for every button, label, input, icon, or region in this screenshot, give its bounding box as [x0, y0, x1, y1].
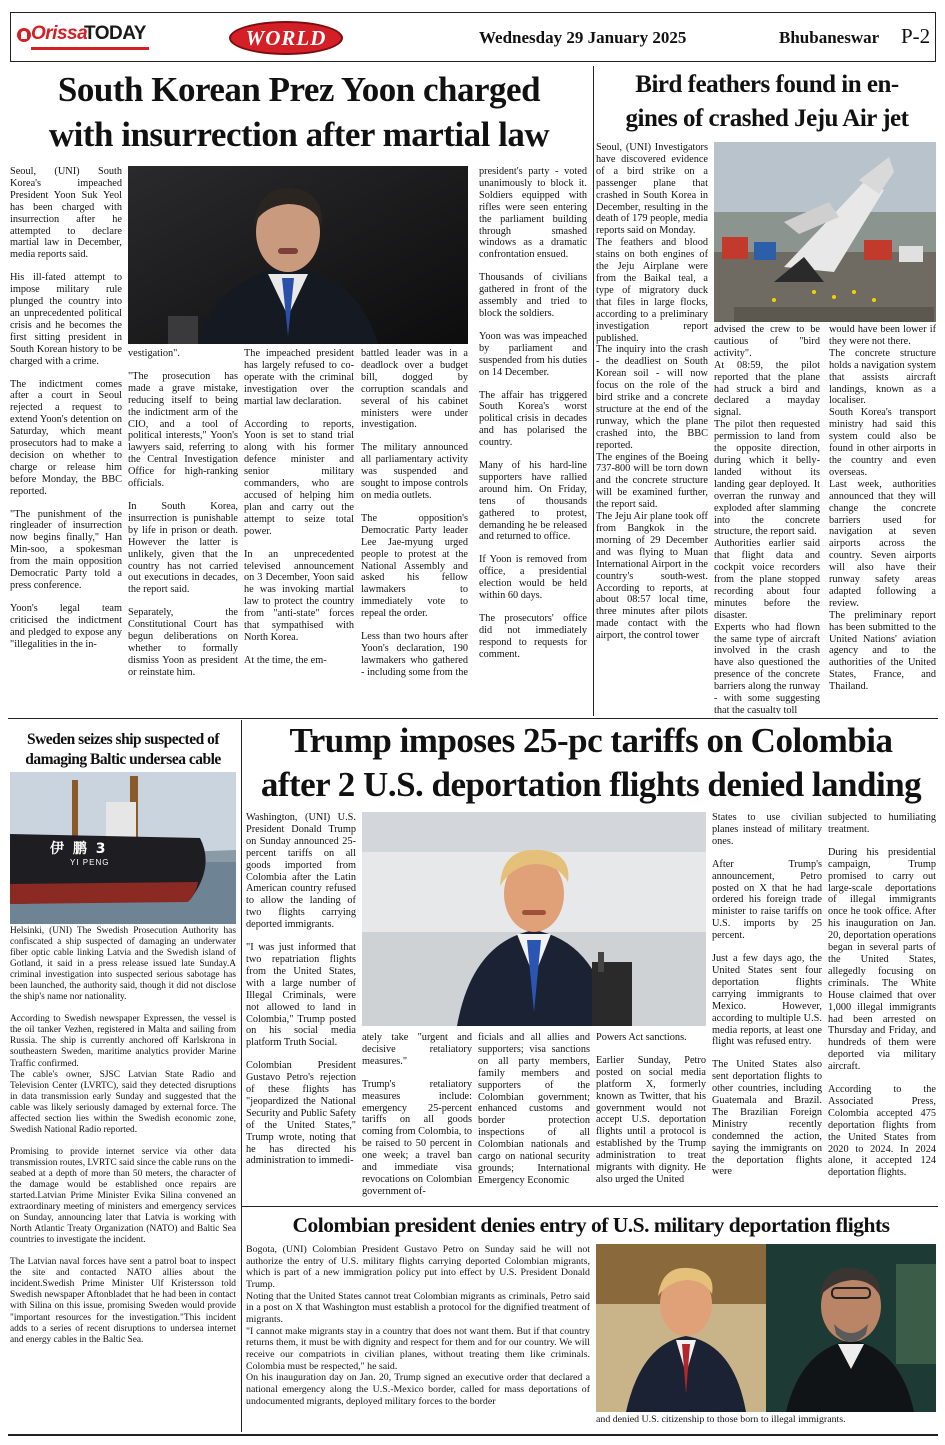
yoon-c5-p7: The prosecutors' office did not immediately respond to requests for comment. [479, 613, 587, 660]
yoon-c3-p3: In an unprecedented televised announcement on 3 December, Yoon said he was invoking martial law to protect the country from "anti-state" forces that sympathised with North Korea. [244, 548, 354, 643]
logo-today-text: TODAY [84, 23, 146, 44]
petro-body [246, 1244, 590, 1428]
section-badge: WORLD [229, 21, 343, 55]
issue-date: Wednesday 29 January 2025 [479, 28, 687, 47]
petro-p2: Noting that the United States cannot treat Colombian migrants as criminals, Petro said in a post on X that Washington must establish a protocol for the dignified treatment of migrants. [246, 1290, 590, 1325]
trump-c2-p1: ately take "urgent and decisive retaliatory measures." [362, 1032, 472, 1067]
yoon-headline-line-1: South Korean Prez Yoon charged [57, 70, 541, 109]
orissa-today-logo[interactable] [17, 19, 157, 53]
yoon-c5-p1: president's party - voted unanimously to block it. Soldiers equipped with rifles were seen entering the parliament building through smashed windows as a dramatic confrontation ensued. [479, 166, 587, 261]
petro-headline: Colombian president denies entry of U.S. military deportation flights [292, 1213, 890, 1237]
ship-hull-name: 伊 鹏 3 [50, 841, 108, 857]
yoon-c2-p2: "The prosecution has made a grave mistake, reducing itself to being the indictment arm of the CIO, and a tool of political interests," Yoon's lawyers said, referring to the Central Investigation Office for high-ranking officials. [128, 370, 238, 490]
yoon-column-5 [479, 166, 587, 714]
section-divider [242, 1206, 938, 1207]
sweden-p2: According to Swedish newspaper Expressen, the vessel is the oil tanker Vezhen, registered in Malta and sailing from Russia. The ship is currently anchored off Karlskrona in southeastern Sweden, maritime analytics provider Marine Traffic confirmed. [10, 1014, 236, 1069]
trump-c4-p2: Earlier Sunday, Petro posted on social media platform X, formerly known as Twitter, that his government would not accept U.S. deportation flights until a protocol is established by the Trump administration to treat migrants with dignity. He also urged the United [596, 1054, 706, 1185]
jeju-crash-photo [714, 142, 936, 322]
petro-body-continued [596, 1414, 936, 1428]
jeju-c2-p3: The pilot then requested permission to land from the opposite direction, during which it belly-landed without its landing gear deployed. It overran the runway and exploded after slamming into the concrete structure, the report said. [714, 419, 820, 538]
jeju-c1-p1: Seoul, (UNI) Investigators have discovered evidence of a bird strike on a passenger plane that crashed in South Korea in December, resulting in the death of 179 people, media reports said on Monday. [596, 142, 708, 237]
logo-emblem-icon [17, 28, 31, 42]
jeju-column-3 [829, 324, 936, 714]
sweden-headline-line-2: damaging Baltic undersea cable [25, 751, 221, 768]
yoon-headline-line-2: with insurrection after martial law [48, 115, 550, 154]
jeju-headline-line-1: Bird feathers found in en- [635, 71, 899, 98]
trump-c6-p1: subjected to humiliating treatment. [828, 812, 936, 835]
trump-column-6 [828, 812, 936, 1204]
petro-p3: "I cannot make migrants stay in a country that does not want them. But if that country returns them, it must be with dignity and respect for them and for our country. We will receive our compatriots in civilian planes, without treating them like criminals. Colombia must be respected," he said. [246, 1325, 590, 1372]
sweden-body [10, 926, 236, 1426]
yoon-c1-p4: "The punishment of the ringleader of insurrection now begins finally," Han Min-soo, a spokesman from the main opposition Democratic Party told a press conference. [10, 508, 122, 591]
trump-c2-p2: Trump's retaliatory measures include: emergency 25-percent tariffs on all goods coming from Colombia, to be raised to 50 percent in one week; a travel ban and immediate visa revocations on Colombian government of- [362, 1078, 472, 1197]
yoon-c3-p4: At the time, the em- [244, 654, 327, 666]
jeju-c2-p5: Experts who had flown the same type of aircraft involved in the crash have also questioned the presence of the concrete barriers along the runway - with some suggesting that the casualty toll [714, 621, 820, 714]
trump-c5-p2: After Trump's announcement, Petro posted on X that he had ordered his foreign trade minister to raise tariffs on U.S. imports by 25 percent. [712, 858, 822, 942]
yoon-c4-p2: The military announced all parliamentary activity was suspended and sought to impose controls on media outlets. [361, 442, 468, 501]
jeju-c3-p5: The preliminary report has been submitted to the United Nations' aviation agency and to the authorities of the United States, France, and Thailand. [829, 609, 936, 693]
jeju-c1-p5: The Jeju Air plane took off from Bangkok in the morning of 29 December and was flying to Muan International Airport in the country's south-west. According to reports, at about 08:57 local time, three minutes after pilots made contact with the airport, the control tower [596, 511, 708, 642]
yoon-c5-p3: Yoon was was impeached by parliament and suspended from his duties on 14 December. [479, 330, 587, 378]
jeju-c1-p2: The feathers and blood stains on both engines of the Jeju Airplane were from the Baikal teal, a type of migratory duck that files in large flocks, according to a preliminary investigation report published. [596, 237, 708, 344]
sweden-headline-line-1: Sweden seizes ship suspected of [26, 731, 220, 748]
yoon-c4-p1: battled leader was in a deadlock over a budget bill, dogged by corruption scandals and several of his cabinet ministers were under investigation. [361, 348, 468, 431]
trump-c5-p1: States to use civilian planes instead of military ones. [712, 812, 822, 847]
yoon-c5-p2: Thousands of civilians gathered in front of the assembly and tried to block the soldiers. [479, 272, 587, 319]
column-divider [241, 720, 242, 1432]
page-bottom-rule [8, 1434, 938, 1436]
jeju-c2-p1: advised the crew to be cautious of "bird activity". [714, 324, 820, 359]
yoon-c1-p3: The indictment comes after a court in Seoul rejected a request to extend Yoon's detention on Saturday, which meant prosecutors had to make a decision on whether to charge or release him before Monday, the BBC reported. [10, 378, 122, 497]
yoon-column-3 [244, 348, 354, 714]
yoon-c2-p3: In South Korea, insurrection is punishable by life in prison or death. However the latter is unlikely, given that the country has not carried out executions in decades, the report said. [128, 500, 238, 596]
section-divider [8, 718, 938, 719]
trump-c6-p3: According to the Associated Press, Colombia accepted 475 deportation flights from the United States from 2020 to 2024. In 2024 alone, it accepted 124 deportation flights. [828, 1084, 936, 1179]
yoon-column-2 [128, 348, 238, 714]
trump-c3-p1: ficials and all allies and supporters; visa sanctions on all party members, family members and supporters of the Colombian government; enhanced customs and border protection inspections of all Colombian nationals and cargo on national security grounds; International Emergency Economic [478, 1032, 590, 1186]
sweden-p1: Helsinki, (UNI) The Swedish Prosecution Authority has confiscated a ship suspected of damaging an underwater fiber optic cable linking Latvia and the Swedish island of Gotland, it said in a press release issued late Sunday.A criminal investigation into suspected serious sabotage has been launched, the authority said, though it did not disclose the ship's name nor nationality. [10, 926, 236, 1003]
masthead [10, 12, 936, 62]
logo-orissa-text: Orissa [31, 23, 88, 44]
jeju-column-2 [714, 324, 820, 714]
trump-c6-p2: During his presidential campaign, Trump promised to carry out large-scale deportations of illegal immigrants once he took office. After his inauguration on Jan. 20, deportation operations began in several parts of the United States, allegedly focusing on criminals. The White House claimed that over 1,000 illegal immigrants had been arrested on Thursday and Friday, and hundreds of them were deported via military aircraft. [828, 846, 936, 1073]
yoon-c2-p1: vestigation". [128, 348, 180, 359]
trump-petro-photo [596, 1244, 936, 1412]
petro-p4: On his inauguration day on Jan. 20, Trump signed an executive order that declared a national emergency along the U.S.-Mexico border, called for mass deportations of undocumented migrants, deployed military forces to the border [246, 1372, 590, 1407]
trump-column-5 [712, 812, 822, 1204]
jeju-headline-line-2: gines of crashed Jeju Air jet [625, 105, 909, 132]
jeju-c1-p4: The engines of the Boeing 737-800 will be torn down and the concrete structure will be examined further, the report said. [596, 451, 708, 511]
trump-column-3 [478, 1032, 590, 1204]
jeju-c2-p4: Authorities earlier said that flight data and cockpit voice recorders from the plane stopped recording about four minutes before the disaster. [714, 538, 820, 621]
sweden-p4: Promising to provide internet service via other data transmission routes, LVRTC said since the cable runs on the seabed at a depth of more than 50 meters, the character of the damage would be established once repairs are started.Latvian Prime Minister Evika Silina convened an extraordinary meeting of ministers and emergency services on Sunday, announcing later that Latvia is working with North Atlantic Treaty Organization (NATO) and Baltic Sea countries to investigate the incident. [10, 1146, 236, 1246]
column-divider [593, 66, 594, 716]
trump-photo [362, 812, 706, 1026]
trump-c1-p1: Washington, (UNI) U.S. President Donald Trump on Sunday announced 25-percent tariffs on all goods imported from Colombia after the Latin American country refused to allow the landing of two flights carrying deported immigrants. [246, 812, 356, 931]
yoon-c1-p2: His ill-fated attempt to impose military rule plunged the country into an unprecedented political crisis and he becomes the first sitting president in South Korean history to be charged with a crime. [10, 272, 122, 367]
trump-column-1 [246, 812, 356, 1204]
yoon-c1-p5: Yoon's legal team criticised the indictment and pledged to expose any "illegalities in the in- [10, 602, 122, 650]
jeju-column-1 [596, 142, 708, 714]
ship-photo [10, 772, 236, 924]
yoon-c5-p6: If Yoon is removed from office, a presidential election would be held within 60 days. [479, 554, 587, 602]
jeju-c3-p2: The concrete structure holds a navigation system that assists aircraft landings, known as a localiser. [829, 347, 936, 407]
yoon-c3-p1: The impeached president has largely refused to co-operate with the criminal investigation over the martial law declaration. [244, 348, 354, 407]
page-number: P-2 [901, 24, 931, 48]
petro-p1: Bogota, (UNI) Colombian President Gustavo Petro on Sunday said he will not authorize the entry of U.S. military flights carrying deported Colombian migrants, which is part of a new immigration policy put into effect by U.S. President Donald Trump. [246, 1244, 590, 1290]
trump-c1-p3: Colombian President Gustavo Petro's rejection of these flights has "jeopardized the National Security and Public Safety of the United States," Trump wrote, noting that he has directed his administration to immedi- [246, 1060, 356, 1167]
trump-headline-line-1: Trump imposes 25-pc tariffs on Colombia [289, 721, 893, 760]
jeju-c3-p3: South Korea's transport ministry had said this system could also be found in other airports in the country and even overseas. [829, 407, 936, 478]
petro-p4-tail: and denied U.S. citizenship to those born to illegal immigrants. [596, 1414, 846, 1425]
yoon-c5-p4: The affair has triggered South Korea's worst political crisis in decades and has polarised the country. [479, 389, 587, 449]
yoon-c4-p4: Less than two hours after Yoon's declaration, 190 lawmakers who gathered - including some from the [361, 631, 468, 678]
trump-headline-line-2: after 2 U.S. deportation flights denied landing [260, 765, 922, 804]
sweden-p5: The Latvian naval forces have sent a patrol boat to inspect the site and contacted NATO allies about the incident.Swedish Prime Minister Ulf Kristersson told Swedish newspaper Aftonbladet that he had been in contact with Silina on this issue, promising Sweden would provide "important resources for the investigation."This incident adds to a series of recent disruptions to undersea internet and energy cables in the Baltic Sea. [10, 1257, 236, 1345]
jeju-c1-p3: The inquiry into the crash - the deadliest on South Korean soil - will now focus on the role of the bird strike and a concrete structure at the end of the runway, which the plane crashed into, the BBC reported. [596, 344, 708, 451]
yoon-c3-p2: According to reports, Yoon is set to stand trial along with his former defence minister and senior military commanders, who are accused of helping him plan and carry out the attempt to seize total power. [244, 418, 354, 537]
yoon-c5-p5: Many of his hard-line supporters have rallied around him. On Friday, tens of thousands gathered to protest, demanding he be released and returned to office. [479, 460, 587, 543]
jeju-c3-p4: Last week, authorities announced that they will change the concrete barriers used for navigation at seven airports across the country. Seven airports will also have their runway safety areas adapted following a review. [829, 478, 936, 609]
ship-hull-roman-name: YI PENG [70, 858, 110, 867]
jeju-c2-p2: At 08:59, the pilot reported that the plane had struck a bird and declared a mayday signal. [714, 359, 820, 419]
trump-c5-p3: Just a few days ago, the United States sent four deportation flights carrying immigrants to Mexico. However, according to multiple U.S. media reports, at least one flight was refused entry. [712, 953, 822, 1048]
yoon-c1-p1: Seoul, (UNI) South Korea's impeached President Yoon Suk Yeol has been charged with insurrection after he attempted to declare martial law in December, media reports said. [10, 166, 122, 261]
yoon-photo [128, 166, 468, 344]
yoon-column-4 [361, 348, 468, 714]
trump-column-2 [362, 1032, 472, 1204]
jeju-c3-p1: would have been lower if they were not there. [829, 324, 936, 347]
sweden-p3: The cable's owner, SJSC Latvian State Radio and Television Center (LVRTC), said they detected disruptions in data transmission early Sunday and suggested that the cable was likely seriously damaged by external force. The affected section lies within the Swedish economic zone, Swedish National Radio reported. [10, 1069, 236, 1135]
trump-c1-p2: "I was just informed that two repatriation flights from the United States, with a large number of Illegal Criminals, were not allowed to land in Colombia," Trump posted on his social media platform Truth Social. [246, 942, 356, 1049]
yoon-c2-p4: Separately, the Constitutional Court has begun deliberations on whether to formally dismiss Yoon as president or reinstate him. [128, 607, 238, 678]
trump-c5-p4: The United States also sent deportation flights to other countries, including Guatemala and Brazil. The Brazilian Foreign Ministry recently condemned the action, saying the immigrants on the deportation flights were [712, 1059, 822, 1178]
trump-column-4 [596, 1032, 706, 1204]
trump-c4-p1: Powers Act sanctions. [596, 1032, 687, 1043]
yoon-c4-p3: The opposition's Democratic Party leader Lee Jae-myung urged people to protest at the National Assembly and asked his fellow lawmakers to immediately vote to repeal the order. [361, 512, 468, 620]
edition-city: Bhubaneswar [779, 28, 880, 47]
logo-underline [31, 47, 149, 50]
yoon-column-1 [10, 166, 122, 714]
